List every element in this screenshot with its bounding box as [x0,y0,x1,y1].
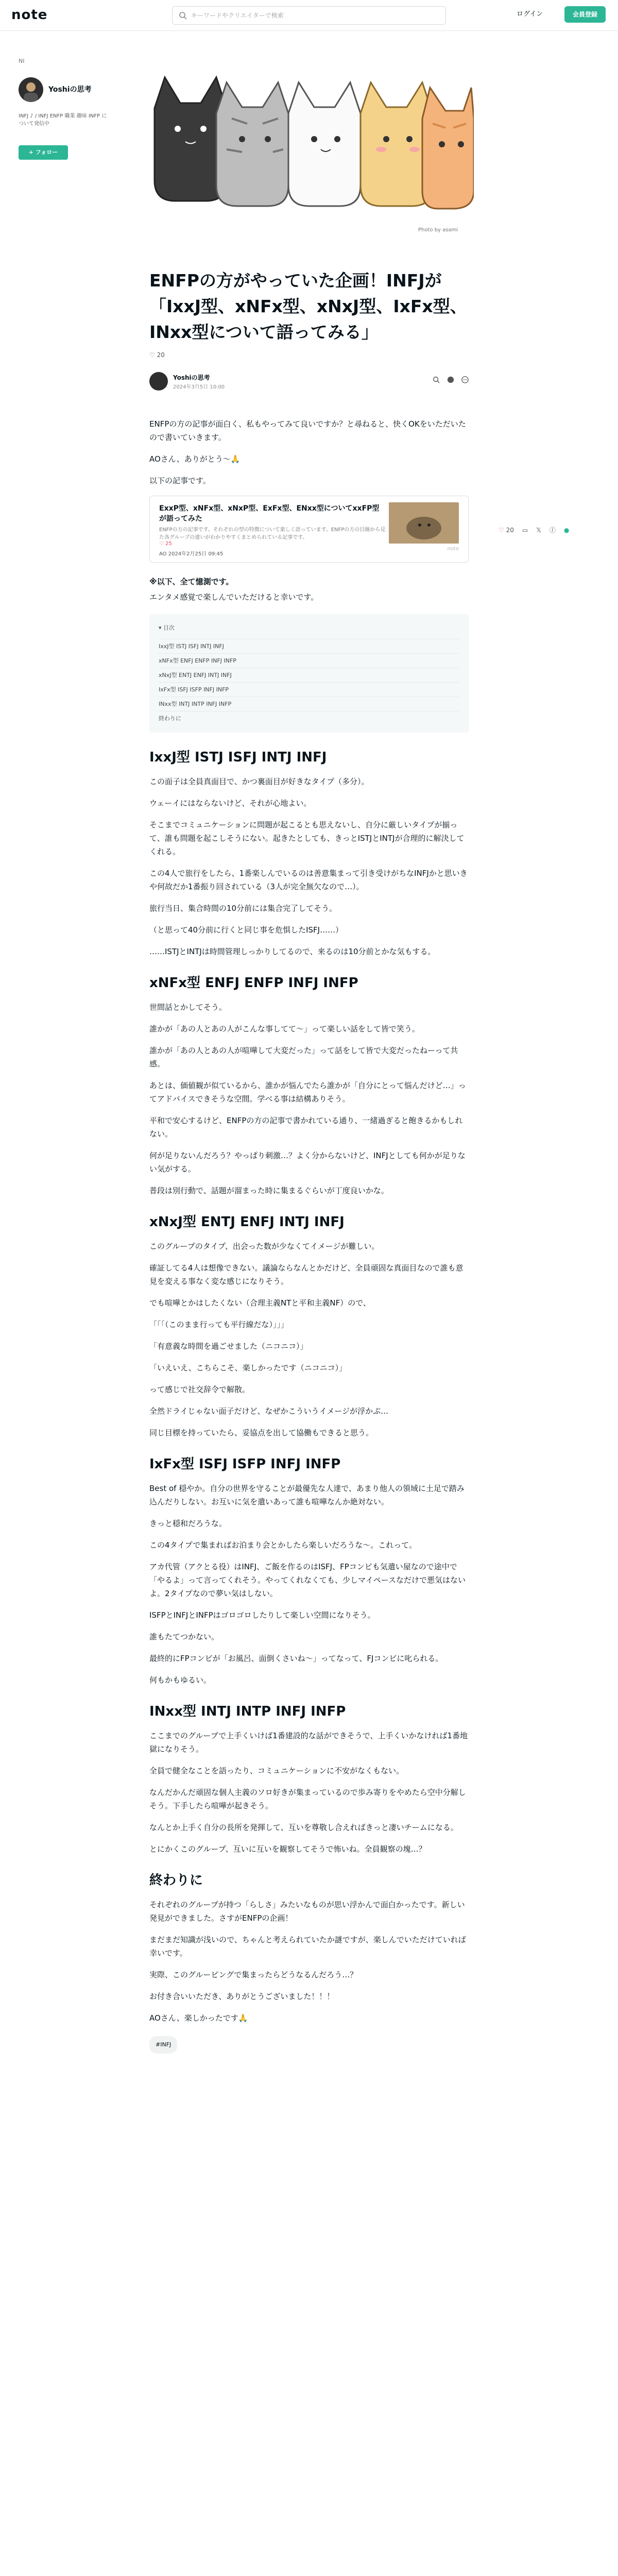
paragraph: 旅行当日、集合時間の10分前には集合完了してそう。 [149,904,337,913]
paragraph: 平和で安心するけど、ENFPの方の記事で書かれている通り、一緒過ぎると飽きるかもしれない。 [149,1116,463,1139]
section-heading: INxx型 INTJ INTP INFJ INFP [149,1704,346,1719]
login-link[interactable]: ログイン [517,10,543,18]
side-actions [499,526,569,534]
disclaimer: ※以下、全て憶測です。 [149,577,234,586]
paragraph: って感じで社交辞令で解散。 [149,1385,250,1394]
paragraph: （と思って40分前に行くと同じ事を危惧したISFJ……） [149,925,344,935]
paragraph: 実際、このグルーピングで集まったらどうなるんだろう…？ [149,1970,358,1979]
signup-button[interactable]: 会員登録 [564,6,606,23]
embed-author: AO 2024年2月25日 09:45 [159,551,224,557]
toc-heading[interactable]: ▾ 目次 [159,624,175,631]
paragraph: あとは、価値観が似ているから、誰かが悩んでたら誰かが「自分にとって悩んだけど…」ってアドバイスできそうな空間。学べる事は結構ありそう。 [149,1081,466,1104]
paragraph: きっと穏和だろうな。 [149,1519,227,1528]
paragraph: 何もかもゆるい。 [149,1675,212,1685]
paragraph: 「「「（このまま行っても平行線だな）」」」 [149,1320,289,1329]
paragraph: ENFPの方の記事が面白く、私もやってみて良いですか？と尋ねると、快くOKをいただいたので書いていきます。 [149,419,466,442]
x-share-icon[interactable]: 𝕏 [536,526,541,534]
paragraph: なんとか上手く自分の長所を発揮して、互いを尊敬し合えればきっと凄いチームになる。 [149,1823,458,1832]
facebook-icon[interactable]: ⓕ [549,527,556,534]
toc-item[interactable]: 終わりに [159,711,459,725]
toc-item[interactable]: IxxJ型 ISTJ ISFJ INTJ INFJ [159,639,459,653]
paragraph: AOさん、ありがとう〜🙏 [149,454,241,464]
paragraph: ここまでのグループで上手くいけば1番建設的な話ができそうで、上手くいかなければ1番地獄になりそう。 [149,1731,468,1754]
embed-source: note [447,546,459,552]
search-box[interactable] [172,6,446,25]
publish-date: 2024年3月5日 10:00 [173,384,225,390]
paragraph: 全然ドライじゃない面子だけど、なぜかこういうイメージが浮かぶ… [149,1406,389,1416]
paragraph: 世間話とかしてそう。 [149,1003,227,1012]
section-heading: xNxJ型 ENTJ ENFJ INTJ INFJ [149,1214,345,1230]
follow-button[interactable] [19,145,68,160]
paragraph: 何が足りないんだろう？やっぱり刺激…？よく分からないけど、INFJとしても何かが足りない気がする。 [149,1151,466,1174]
profile-mark: NI [19,58,25,64]
paragraph: Best of 穏やか。自分の世界を守ることが最優先な人達で、あまり他人の領域に土足で踏み込んだりしない。お互いに気を遣いあって誰も喧嘩なんか絶対ない。 [149,1484,465,1506]
toc-item[interactable]: IxFx型 ISFJ ISFP INFJ INFP [159,682,459,697]
search-input[interactable] [191,10,438,21]
embedded-article-card[interactable] [149,496,469,563]
section-heading: 終わりに [149,1873,203,1888]
paragraph: 全員で健全なことを語ったり、コミュニケーションに不安がなくもない。 [149,1766,404,1775]
like-count-top[interactable] [149,351,165,359]
author-name[interactable]: Yoshiの思考 [173,374,210,381]
like-button[interactable] [499,527,514,534]
paragraph: 誰かが「あの人とあの人が喧嘩して大変だった」って話をして皆で大変だったねーって共感。 [149,1046,458,1069]
paragraph: ウェーイにはならないけど、それが心地よい。 [149,799,312,808]
paragraph: この4タイプで集まればお泊まり会とかしたら楽しいだろうな〜。これって。 [149,1540,417,1550]
paragraph: この4人で旅行をしたら、1番楽しんでいるのは善意集まって引き受けがちなINFJかと思いきや何故だか1番振り回されている（3人が完全無欠なので…）。 [149,869,468,891]
search-icon [179,11,187,20]
embed-description: ENFPの方の記事です。それぞれの型の特徴について楽しく語っています。ENFPの方の目線から見た各グループの違いがわかりやすくまとめられている記事です。 [159,527,386,540]
paragraph: 確証してる4人は想像できない。議論ならなんとかだけど、全員頑固な真面目なので誰も意見を変える事なく変な感じになりそう。 [149,1263,464,1286]
paragraph: 「有意義な時間を過ごせました（ニコニコ）」 [149,1342,308,1351]
paragraph: 誰かが「あの人とあの人がこんな事してて〜」って楽しい話をして皆で笑う。 [149,1024,420,1033]
toc-item[interactable]: xNFx型 ENFJ ENFP INFJ INFP [159,653,459,668]
profile-name[interactable]: Yoshiの思考 [48,86,92,94]
heart-icon: ♡ [499,526,504,534]
heart-icon: ♡ [159,541,166,547]
paragraph: とにかくこのグループ、互いに互いを観察してそうで怖いね。全員観察の塊…？ [149,1844,426,1854]
toc-item[interactable]: INxx型 INTJ INTP INFJ INFP [159,697,459,711]
paragraph: でも喧嘩とかはしたくない（合理主義NTと平和主義NF）ので、 [149,1298,371,1308]
profile-description: INFJ ♪ / INFJ ENFP 職業 趣味 INFP について発信中 [19,113,107,127]
section-heading: IxxJ型 ISTJ ISFJ INTJ INFJ [149,750,327,765]
photo-credit[interactable]: Photo by asami [418,227,458,233]
paragraph: このグループのタイプ、出会った数が少なくてイメージが難しい。 [149,1242,380,1251]
person-plus-icon: + [28,149,36,156]
heart-icon: ♡ [149,351,155,359]
follow-label: フォロー [35,149,58,156]
hashtag[interactable]: #INFJ [149,2036,177,2054]
line-icon[interactable]: ● [563,526,570,534]
more-icon[interactable] [461,376,469,383]
paragraph: ISFPとINFJとINFPはゴロゴロしたりして楽しい空間になりそう。 [149,1611,375,1620]
paragraph: この面子は全員真面目で、かつ裏面目が好きなタイプ（多分）。 [149,777,369,786]
author-avatar[interactable] [149,372,168,391]
search-icon[interactable] [433,376,440,383]
embed-likes: ♡ 25 [159,541,172,547]
paragraph: エンタメ感覚で楽しんでいただけると幸いです。 [149,592,319,602]
comment-icon[interactable]: ▭ [522,526,528,534]
share-icon[interactable] [447,376,454,383]
article-title: ENFPの方がやっていた企画！INFJが「IxxJ型、xNFx型、xNxJ型、IxFx型、INxx型について語ってみる」 [149,270,467,342]
side-like-count: 20 [506,526,514,534]
paragraph: そこまでコミュニケーションに問題が起こるとも思えないし、自分に厳しいタイプが揃って、誰も問題を起こしそうにない。起きたとしても、きっとISTJとINTJが合理的に解決してくれる。 [149,820,465,856]
hero-image [144,46,474,222]
embed-thumbnail [389,502,459,544]
section-heading: IxFx型 ISFJ ISFP INFJ INFP [149,1456,341,1472]
paragraph: アカ代管（アクとる役）はINFJ、ご飯を作るのはISFJ、FPコンビも気遣い屋なので途中で「やるよ」って言ってくれそう。やってくれなくても、少しマイペースなだけで悪気はないよ。2タイプなので夢い気はしない。 [149,1562,466,1598]
paragraph: まだまだ知識が浅いので、ちゃんと考えられていたか謎ですが、楽しんでいただけていれば幸いです。 [149,1935,466,1958]
paragraph: 「いえいえ、こちらこそ、楽しかったです（ニコニコ）」 [149,1363,347,1372]
like-count: 20 [157,351,165,359]
article-body [149,417,469,2054]
table-of-contents [149,614,469,733]
paragraph: ……ISTJとINTJは時間管理しっかりしてるので、来るのは10分前とかな気もする。 [149,947,436,956]
embed-title: ExxP型、xNFx型、xNxP型、ExFx型、ENxx型についてxxFP型が語ってみた [159,504,380,523]
paragraph: 以下の記事です。 [149,476,211,485]
top-bar [0,0,618,31]
paragraph: なんだかんだ頑固な個人主義のソロ好きが集まっているので歩み寄りをやめたら空中分解しそう。下手したら喧嘩が起きそう。 [149,1788,466,1810]
article-meta [149,372,469,393]
note-logo[interactable]: note [11,7,48,23]
chevron-down-icon: ▾ [159,624,164,631]
paragraph: 最終的にFPコンビが「お風呂、面倒くさいね〜」ってなって、FJコンビに叱られる。 [149,1654,443,1663]
paragraph: 普段は別行動で、話題が溜まった時に集まるぐらいが丁度良いかな。 [149,1186,389,1195]
paragraph: お付き合いいただき、ありがとうございました！！！ [149,1992,335,2001]
paragraph: それぞれのグループが持つ「らしさ」みたいなものが思い浮かんで面白かったです。新しい発見ができました。さすがENFPの企画！ [149,1900,465,1923]
avatar[interactable] [19,77,43,102]
section-heading: xNFx型 ENFJ ENFP INFJ INFP [149,975,358,991]
toc-item[interactable]: xNxJ型 ENTJ ENFJ INTJ INFJ [159,668,459,682]
paragraph: 誰もたてつかない。 [149,1632,219,1641]
paragraph: 同じ目標を持っていたら、妥協点を出して協働もできると思う。 [149,1428,374,1437]
paragraph: AOさん、楽しかったです🙏 [149,2013,248,2023]
